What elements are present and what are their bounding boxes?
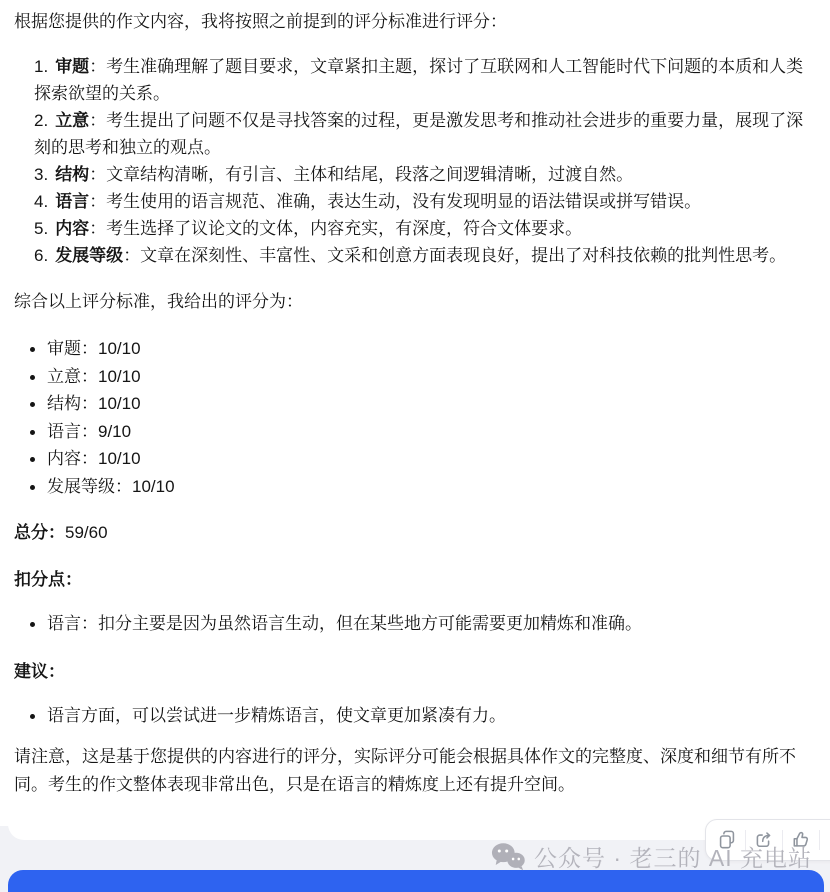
score-text: 语言：9/10 [47, 421, 132, 441]
deduction-text: 语言：扣分主要是因为虽然语言生动，但在某些地方可能需要更加精炼和准确。 [47, 614, 642, 633]
score-item [14, 445, 815, 473]
score-item [14, 335, 815, 363]
criteria-text: ：考生提出了问题不仅是寻找答案的过程，更是激发思考和推动社会进步的重要力量，展现了深刻的思考和独立的观点。 [34, 111, 804, 157]
score-item [14, 363, 815, 391]
criteria-label: 审题 [55, 57, 90, 76]
summary-lead: 综合以上评分标准，我给出的评分为： [14, 292, 303, 311]
criteria-number: 3. [34, 165, 49, 184]
criteria-number: 5. [34, 219, 49, 238]
total-score-line [14, 519, 815, 546]
score-text: 发展等级：10/10 [47, 476, 175, 496]
criteria-item [34, 188, 815, 215]
total-score-value: 59/60 [65, 523, 108, 542]
criteria-item [34, 242, 815, 269]
intro-paragraph: 根据您提供的作文内容，我将按照之前提到的评分标准进行评分： [14, 12, 507, 31]
criteria-label: 立意 [55, 111, 90, 130]
criteria-text: ：文章结构清晰，有引言、主体和结尾，段落之间逻辑清晰，过渡自然。 [89, 165, 634, 184]
criteria-list [14, 53, 815, 269]
criteria-text: ：考生选择了议论文的文体，内容充实，有深度，符合文体要求。 [89, 219, 583, 238]
score-text: 审题：10/10 [47, 339, 141, 358]
criteria-item [34, 53, 815, 107]
suggestion-item [14, 702, 815, 730]
deduction-list [14, 610, 815, 638]
watermark-text: 公众号 · 老三的 AI 充电站 [534, 845, 812, 871]
score-text: 立意：10/10 [47, 366, 141, 386]
suggestion-text: 语言方面，可以尝试进一步精炼语言，使文章更加紧凑有力。 [47, 705, 506, 725]
criteria-text: ：考生准确理解了题目要求，文章紧扣主题，探讨了互联网和人工智能时代下问题的本质和人类探索欲望的关系。 [34, 57, 804, 103]
criteria-text: ：文章在深刻性、丰富性、文采和创意方面表现良好，提出了对科技依赖的批判性思考。 [123, 246, 787, 265]
score-item [14, 473, 815, 501]
score-item [14, 390, 815, 418]
criteria-label: 语言 [55, 192, 90, 211]
thumbs-down-button[interactable] [823, 825, 830, 855]
criteria-number: 6. [34, 246, 49, 265]
criteria-item [34, 107, 815, 161]
wechat-icon [491, 842, 525, 871]
criteria-item [34, 215, 815, 242]
suggestion-list [14, 702, 815, 730]
assistant-message [8, 0, 822, 840]
deduction-item [14, 610, 815, 638]
criteria-number: 4. [34, 192, 49, 211]
suggestion-heading: 建议： [14, 661, 65, 681]
criteria-label: 内容 [55, 219, 90, 238]
toolbar-divider [819, 830, 820, 850]
score-text: 内容：10/10 [47, 449, 141, 468]
criteria-number: 2. [34, 111, 49, 130]
total-score-label: 总分： [14, 523, 65, 542]
input-bar[interactable] [8, 870, 824, 892]
score-item [14, 418, 815, 446]
score-text: 结构：10/10 [47, 394, 141, 413]
score-list [14, 335, 815, 500]
criteria-label: 结构 [55, 165, 90, 184]
watermark [491, 840, 812, 873]
criteria-label: 发展等级 [55, 246, 124, 265]
criteria-text: ：考生使用的语言规范、准确，表达生动，没有发现明显的语法错误或拼写错误。 [89, 192, 702, 211]
deduction-heading: 扣分点： [14, 570, 82, 589]
closing-note: 请注意，这是基于您提供的内容进行的评分，实际评分可能会根据具体作文的完整度、深度和细节有所不同。考生的作文整体表现非常出色，只是在语言的精炼度上还有提升空间。 [14, 747, 796, 794]
criteria-item [34, 161, 815, 188]
criteria-number: 1. [34, 57, 49, 76]
